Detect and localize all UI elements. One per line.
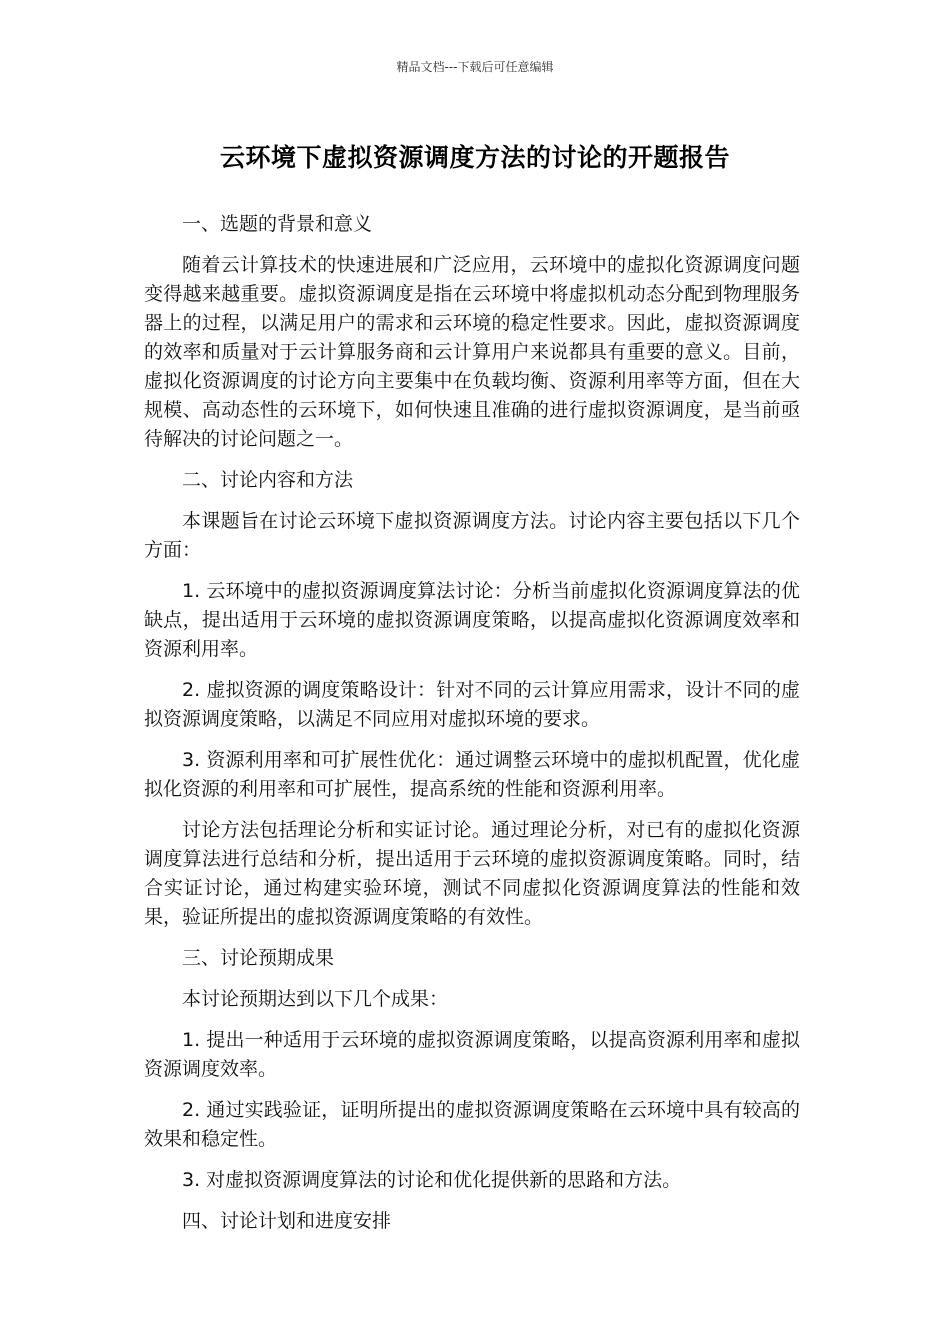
document-body [144,210,800,1248]
section-heading: 四、讨论计划和进度安排 [182,1210,392,1232]
list-item: 2. 通过实践验证，证明所提出的虚拟资源调度策略在云环境中具有较高的效果和稳定性。 [144,1099,800,1150]
section-heading: 三、讨论预期成果 [182,947,335,969]
document-title: 云环境下虚拟资源调度方法的讨论的开题报告 [219,143,730,172]
list-item: 3. 资源利用率和可扩展性优化：通过调整云环境中的虚拟机配置，优化虚拟化资源的利用率和可扩展性，提高系统的性能和资源利用率。 [144,749,800,800]
list-item: 2. 虚拟资源的调度策略设计：针对不同的云计算应用需求，设计不同的虚拟资源调度策略，以满足不同应用对虚拟环境的要求。 [144,679,800,730]
section-heading: 二、讨论内容和方法 [182,469,354,491]
list-item: 1. 云环境中的虚拟资源调度算法讨论：分析当前虚拟化资源调度算法的优缺点，提出适用于云环境的虚拟资源调度策略，以提高虚拟化资源调度效率和资源利用率。 [144,580,800,660]
list-item: 3. 对虚拟资源调度算法的讨论和优化提供新的思路和方法。 [182,1169,682,1191]
paragraph: 本讨论预期达到以下几个成果： [182,988,449,1010]
paragraph: 本课题旨在讨论云环境下虚拟资源调度方法。讨论内容主要包括以下几个方面： [144,510,800,561]
page-header: 精品文档---下载后可任意编辑 [396,60,554,74]
paragraph: 讨论方法包括理论分析和实证讨论。通过理论分析，对已有的虚拟化资源调度算法进行总结和分析，提出适用于云环境的虚拟资源调度策略。同时，结合实证讨论，通过构建实验环境，测试不同虚拟化资源调度算法的性能和效果，验证所提出的虚拟资源调度策略的有效性。 [144,819,800,928]
section-heading: 一、选题的背景和意义 [182,213,373,235]
paragraph: 随着云计算技术的快速进展和广泛应用，云环境中的虚拟化资源调度问题变得越来越重要。虚拟资源调度是指在云环境中将虚拟机动态分配到物理服务器上的过程，以满足用户的需求和云环境的稳定性要求。因此，虚拟资源调度的效率和质量对于云计算服务商和云计算用户来说都具有重要的意义。目前，虚拟化资源调度的讨论方向主要集中在负载均衡、资源利用率等方面，但在大规模、高动态性的云环境下，如何快速且准确的进行虚拟资源调度，是当前亟待解决的讨论问题之一。 [144,254,800,450]
list-item: 1. 提出一种适用于云环境的虚拟资源调度策略，以提高资源利用率和虚拟资源调度效率。 [144,1029,800,1080]
